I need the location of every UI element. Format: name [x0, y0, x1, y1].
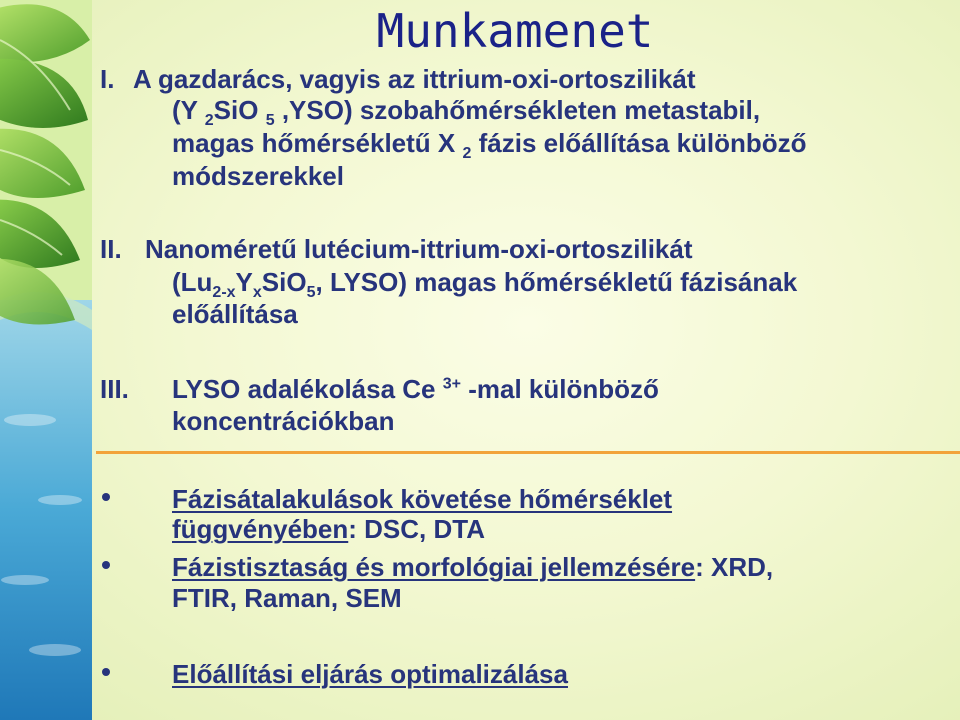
- section-3-line-2: koncentrációkban: [172, 406, 395, 436]
- section-2-number: II.: [100, 234, 122, 264]
- section-1-line-3: magas hőmérsékletű X $_2$ fázis előállítása különböző: [172, 128, 807, 163]
- leaves-water-decoration: [0, 0, 92, 720]
- bullet-1-line-1: Fázisátalakulások követése hőmérséklet: [172, 484, 673, 514]
- bullet-dot-icon: [100, 559, 114, 573]
- section-1-line-1: A gazdarács, vagyis az ittrium-oxi-ortoszilikát: [133, 64, 696, 94]
- bullet-dot-icon: [100, 491, 114, 505]
- section-3-line-1: LYSO adalékolása Ce $^{3+}$ -mal különböző: [172, 374, 659, 404]
- section-2-line-3: előállítása: [172, 299, 298, 329]
- page-title: Munkamenet: [376, 4, 654, 58]
- section-3-number: III.: [100, 374, 129, 404]
- section-1-line-2: (Y $_2$SiO $_5$ ,YSO) szobahőmérsékleten metastabil,: [172, 95, 761, 130]
- section-divider: [96, 451, 960, 454]
- bullet-2-line-2: FTIR, Raman, SEM: [172, 583, 402, 613]
- section-2-line-1: Nanoméretű lutécium-ittrium-oxi-ortoszilikát: [145, 234, 693, 264]
- section-1-number: I.: [100, 64, 115, 94]
- section-1-line-4: módszerekkel: [172, 161, 344, 191]
- bullet-2-line-1: Fázistisztaság és morfológiai jellemzésére: XRD,: [172, 552, 774, 582]
- bullet-dot-icon: [100, 666, 114, 680]
- bullet-1-line-2: függvényében: DSC, DTA: [172, 514, 485, 544]
- bullet-3-line-1: Előállítási eljárás optimalizálása: [172, 659, 568, 689]
- section-2-line-2: ($Lu_{2-x}Y_xSiO_5$, LYSO) magas hőmérsékletű fázisának: [172, 267, 798, 302]
